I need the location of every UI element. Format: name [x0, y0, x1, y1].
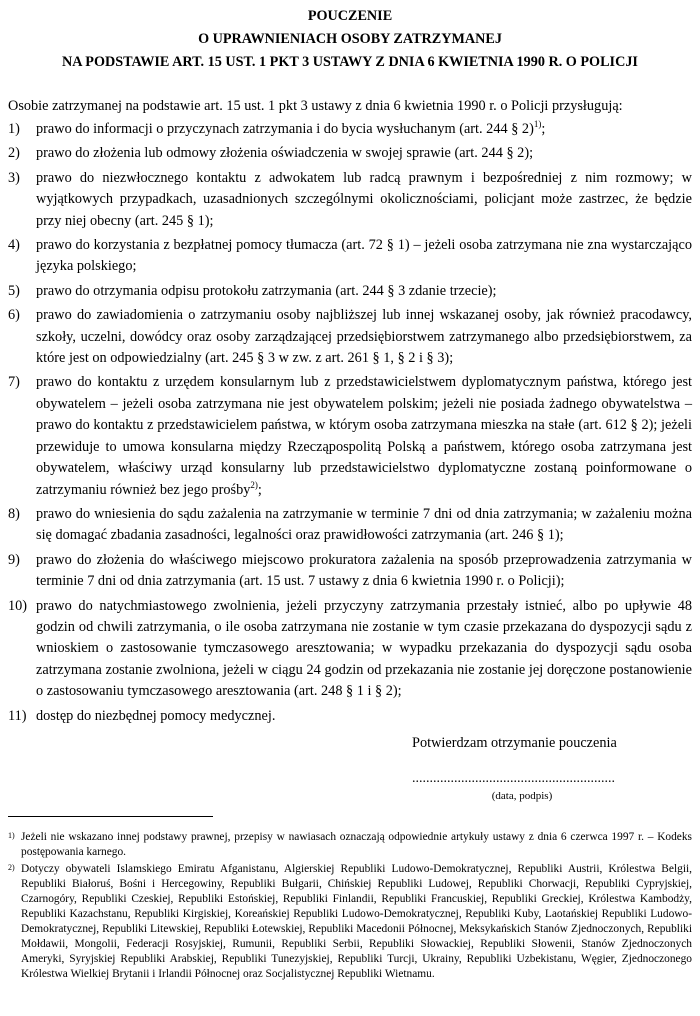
list-item-suffix: ; [257, 481, 262, 498]
signature-line: .......................................................... [412, 771, 615, 786]
footnote [8, 862, 692, 982]
list-item-text: prawo do zawiadomienia o zatrzymaniu osoby najbliższej lub innej wskazanej osoby, jak również pracodawcy, szkoły, uczelni, dowódcy oraz osoby zarządzającej przedsiębiorstwem zatrzymanego albo przedsiębiorstwem, za które jest on odpowiedzialny (art. 245 § 3 w zw. z art. 261 § 1, § 2 i § 3); [36, 307, 692, 367]
confirmation-text: Potwierdzam otrzymanie pouczenia [412, 735, 617, 751]
list-item-text: prawo do niezwłocznego kontaktu z adwokatem lub radcą prawnym i bezpośredniej z nim rozmowy; w wyjątkowych przypadkach, uzasadnionych szczególnymi okolicznościami, policjant może zastrzec, że będzie przy niej obecny (art. 245 § 1); [36, 169, 692, 229]
footnote [8, 830, 692, 860]
list-item [8, 143, 692, 164]
list-item-number: 11) [8, 707, 27, 724]
list-item [8, 168, 692, 232]
document-title-block [0, 6, 700, 75]
list-item-number: 3) [8, 169, 20, 186]
footnote-mark: 1) [8, 831, 15, 840]
list-item-number: 9) [8, 551, 20, 568]
list-item [8, 504, 692, 547]
list-item-number: 8) [8, 505, 20, 522]
list-item [8, 596, 692, 703]
list-item-number: 5) [8, 282, 20, 299]
footnote-ref: 1) [533, 119, 542, 130]
list-item [8, 119, 692, 140]
footnote-divider [8, 816, 213, 817]
list-item [8, 281, 692, 302]
list-item-text: prawo do wniesienia do sądu zażalenia na zatrzymanie w terminie 7 dni od dnia zatrzymania; w zażaleniu można się domagać zbadania zasadności, legalności oraz prawidłowości zatrzymania (art. 246 § 1); [36, 505, 692, 544]
list-item-text: dostęp do niezbędnej pomocy medycznej. [36, 707, 276, 724]
footnote-mark: 2) [8, 863, 15, 872]
footnote-text: Jeżeli nie wskazano innej podstawy prawnej, przepisy w nawiasach oznaczają odpowiednie artykuły ustawy z dnia 6 czerwca 1997 r. – Kodeks postępowania karnego. [21, 831, 692, 858]
list-item-text: prawo do otrzymania odpisu protokołu zatrzymania (art. 244 § 3 zdanie trzecie); [36, 282, 497, 299]
list-item-number: 1) [8, 121, 20, 137]
footnotes [8, 830, 692, 984]
intro-paragraph: Osobie zatrzymanej na podstawie art. 15 ust. 1 pkt 3 ustawy z dnia 6 kwietnia 1990 r. o Policji przysługują: [8, 98, 623, 114]
list-item-number: 2) [8, 145, 20, 162]
list-item [8, 372, 692, 500]
document-subtitle: O UPRAWNIENIACH OSOBY ZATRZYMANEJ [198, 31, 502, 47]
document-title: POUCZENIE [307, 8, 393, 24]
list-item-text [36, 372, 692, 500]
list-item-text: prawo do korzystania z bezpłatnej pomocy tłumacza (art. 72 § 1) – jeżeli osoba zatrzymana nie zna wystarczająco języka polskiego; [36, 237, 692, 275]
list-item-text [36, 119, 692, 140]
list-item-text: prawo do złożenia do właściwego miejscowo prokuratora zażalenia na sposób przeprowadzenia zatrzymania w terminie 7 dni od dnia zatrzymania (art. 15 ust. 7 ustawy z dnia 6 kwietnia 1990 r. o Policji); [36, 551, 692, 590]
list-item-text: prawo do natychmiastowego zwolnienia, jeżeli przyczyny zatrzymania przestały istnieć, albo po upływie 48 godzin od chwili zatrzymania, o ile osoba zatrzymana nie zostanie w tym czasie przekazana do dyspozycji sądu z wnioskiem o zastosowanie tymczasowego aresztowania; w wypadku przekazania do dyspozycji sądu osoba zatrzymana zostanie zwolniona, jeżeli w ciągu 24 godzin od przekazania nie zostanie jej doręczone postanowienie o zastosowaniu tymczasowego aresztowania (art. 248 § 1 i § 2); [36, 597, 692, 700]
list-item [8, 550, 692, 593]
footnote-text: Dotyczy obywateli Islamskiego Emiratu Afganistanu, Algierskiej Republiki Ludowo-Demokratycznej, Republiki Austrii, Królestwa Belgii, Republiki Białoruś, Bośni i Hercegowiny, Republiki Bułgarii, Chińskiej Republiki Ludowej, Republiki Chorwacji, Republiki Cypryjskiej, Czarnogóry, Republiki Czeskiej, Republiki Estońskiej, Republiki Finlandii, Republiki Francuskiej, Republiki Greckiej, Królestwa Kambodży, Republiki Kazachstanu, Republiki Kirgiskiej, Koreańskiej Republiki Ludowo-Demokratycznej, Republiki Kuby, Laotańskiej Republiki Ludowo-Demokratycznej, Republiki Litewskiej, Republiki Łotewskiej, Republiki Macedonii Północnej, Meksykańskich Stanów Zjednoczonych, Republiki Mołdawii, Mongolii, Federacji Rosyjskiej, Rumunii, Republiki Serbii, Republiki Słowackiej, Republiki Słowenii, Stanów Zjednoczonych Ameryki, Syryjskiej Republiki Arabskiej, Republiki Tunezyjskiej, Republiki Turcji, Ukrainy, Republiki Uzbekistanu, Węgier, Zjednoczonego Królestwa Wielkiej Brytanii i Irlandii Północnej oraz Socjalistycznej Republiki Wietnamu. [21, 863, 692, 980]
list-item-body: prawo do kontaktu z urzędem konsularnym lub z przedstawicielstwem dyplomatycznym państwa, którego jest obywatelem – jeżeli osoba zatrzymana nie jest obywatelem polskim; jeżeli nie posiada żadnego obywatelstwa – prawo do kontaktu z przedstawicielem państwa, w którym osoba zatrzymana mieszka na stałe (art. 612 § 2); jeżeli przewiduje to umowa konsularna między Rzecząpospolitą Polską a państwem, którego osoba zatrzymana jest obywatelem, właściwy urząd konsularny lub przedstawicielstwo dyplomatyczne zostaną poinformowane o zatrzymaniu również bez jego prośby [36, 374, 692, 498]
list-item-number: 4) [8, 237, 20, 254]
list-item-suffix: ; [541, 121, 546, 137]
signature-caption: (data, podpis) [491, 790, 553, 802]
list-item [8, 305, 692, 369]
rights-list [8, 119, 692, 730]
document-legal-basis: NA PODSTAWIE ART. 15 UST. 1 PKT 3 USTAWY Z DNIA 6 KWIETNIA 1990 R. O POLICJI [62, 54, 638, 70]
list-item-number: 7) [8, 374, 20, 391]
footnote-ref: 2) [250, 479, 258, 490]
list-item [8, 706, 692, 727]
list-item-text: prawo do złożenia lub odmowy złożenia oświadczenia w swojej sprawie (art. 244 § 2); [36, 145, 534, 162]
list-item-number: 6) [8, 307, 20, 324]
list-item [8, 235, 692, 278]
list-item-number: 10) [8, 597, 28, 614]
list-item-body: prawo do informacji o przyczynach zatrzymania i do bycia wysłuchanym (art. 244 § 2) [36, 121, 534, 137]
